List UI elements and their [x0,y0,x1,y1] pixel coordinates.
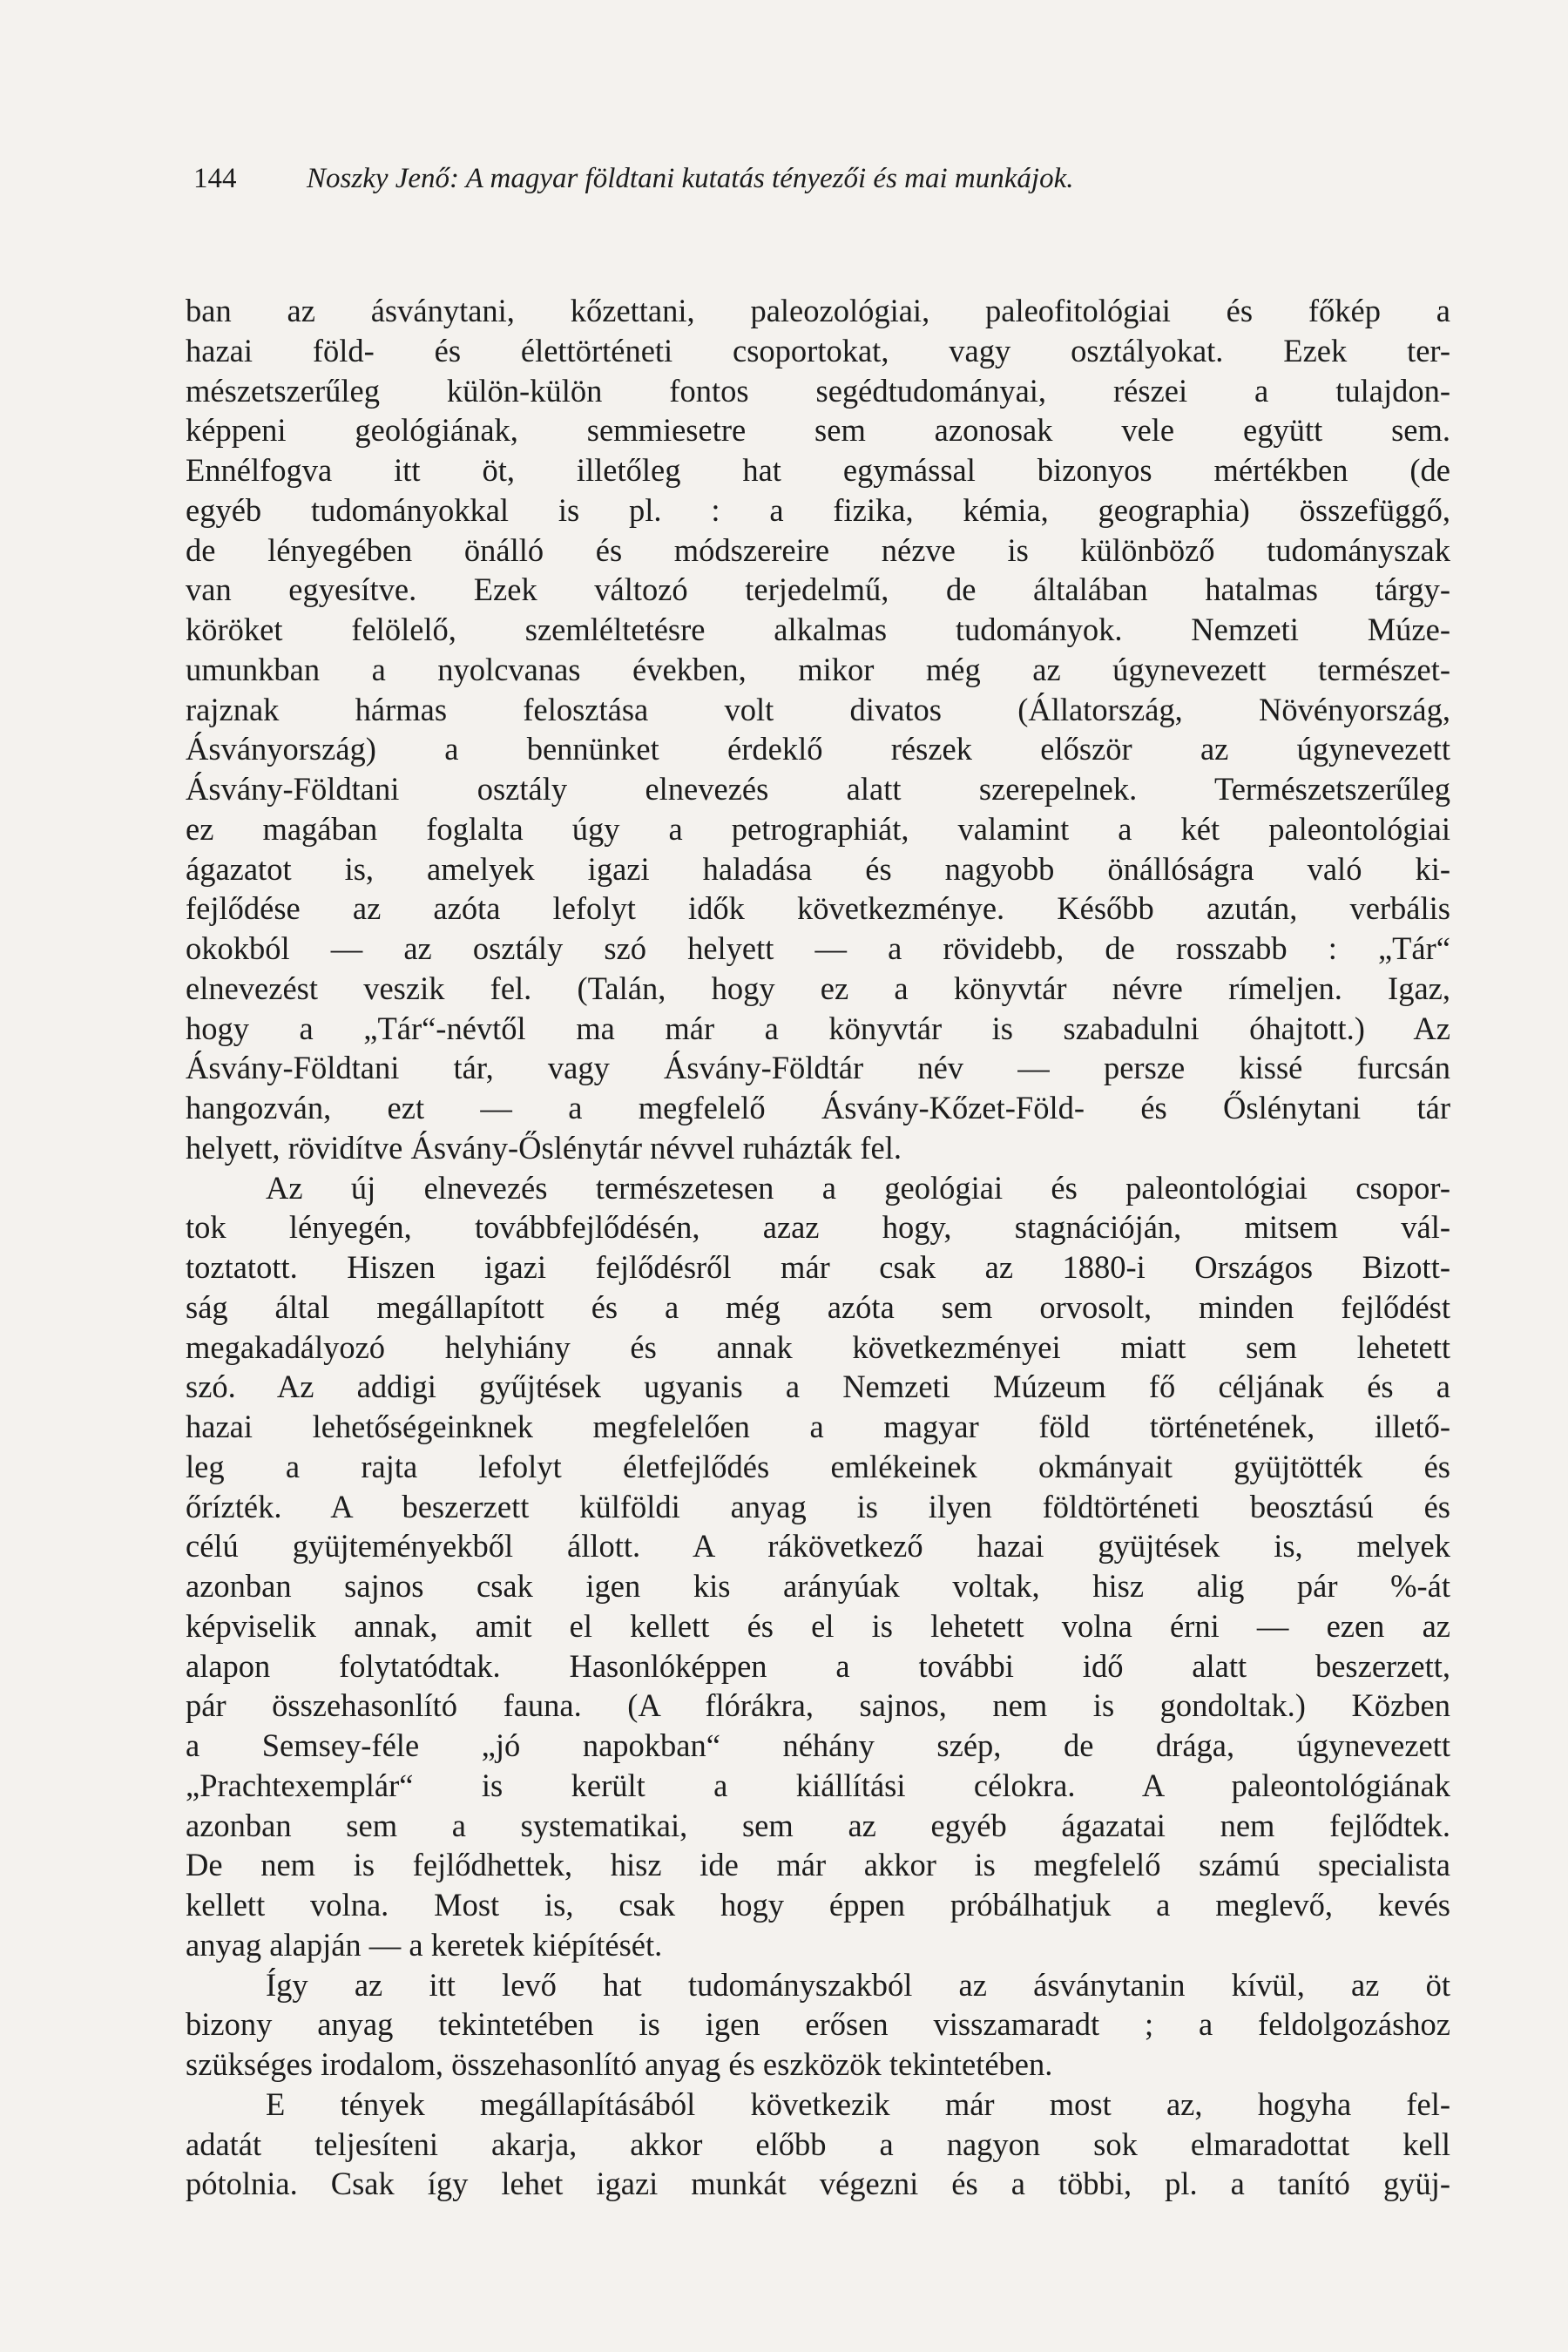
text-line: De nem is fejlődhettek, hisz ide már akkor is megfelelő számú specialista [186,1847,1450,1883]
text-line: képviselik annak, amit el kellett és el is lehetett volna érni — ezen az [186,1607,1450,1644]
text-line: hazai lehetőségeinknek megfelelően a magyar föld történetének, illető- [186,1409,1450,1444]
text-line: szó. Az addigi gyűjtések ugyanis a Nemzeti Múzeum fő céljának és a [186,1369,1450,1405]
text-line: rajznak hármas felosztása volt divatos (Állatország, Növényország, [186,691,1450,727]
text-line: egyéb tudományokkal is pl. : a fizika, kémia, geographia) összefüggő, [186,491,1450,528]
text-line: Az új elnevezés természetesen a geológiai és paleontológiai csopor- [266,1169,1450,1206]
text-line: elnevezést veszik fel. (Talán, hogy ez a könyvtár névre rímeljen. Igaz, [186,970,1450,1006]
text-line: fejlődése az azóta lefolyt idők következménye. Később azután, verbális [186,890,1450,927]
body-text [186,291,1450,2204]
text-line: célú gyüjteményekből állott. A rákövetkező hazai gyüjtések is, melyek [186,1528,1450,1565]
text-line: alapon folytatódtak. Hasonlóképpen a további idő alatt beszerzett, [186,1647,1450,1684]
text-line: „Prachtexemplár“ is került a kiállítási célokra. A paleontológiának [186,1767,1450,1803]
text-line: a Semsey-féle „jó napokban“ néhány szép, de drága, úgynevezett [186,1727,1450,1763]
text-line: umunkban a nyolcvanas években, mikor még az úgynevezett természet- [186,651,1450,687]
text-line: köröket felölelő, szemléltetésre alkalmas tudományok. Nemzeti Múze- [186,612,1450,647]
text-line: toztatott. Hiszen igazi fejlődésről már csak az 1880-i Országos Bizott- [186,1249,1450,1285]
text-line: ban az ásványtani, kőzettani, paleozológiai, paleofitológiai és főkép a [186,293,1450,328]
text-line: E tények megállapításából következik már most az, hogyha fel- [266,2085,1450,2122]
text-line: adatát teljesíteni akarja, akkor előbb a nagyon sok elmaradottat kell [186,2126,1450,2162]
text-line: hazai föld- és élettörténeti csoportokat, vagy osztályokat. Ezek ter- [186,332,1450,368]
text-line: kellett volna. Most is, csak hogy éppen próbálhatjuk a meglevő, kevés [186,1887,1450,1923]
text-line: pár összehasonlító fauna. (A flórákra, sajnos, nem is gondoltak.) Közben [186,1687,1450,1724]
text-line: ez magában foglalta úgy a petrographiát, valamint a két paleontológiai [186,810,1450,847]
text-line: hogy a „Tár“-névtől ma már a könyvtár is szabadulni óhajtott.) Az [186,1010,1450,1046]
text-line: képpeni geológiának, semmiesetre sem azonosak vele együtt sem. [186,412,1450,449]
text-line: őrízték. A beszerzett külföldi anyag is ilyen földtörténeti beosztású és [186,1488,1450,1524]
text-line: Így az itt levő hat tudományszakból az ásványtanin kívül, az öt [266,1966,1450,2003]
text-line: okokból — az osztály szó helyett — a rövidebb, de rosszabb : „Tár“ [186,930,1450,966]
text-line: azonban sajnos csak igen kis arányúak voltak, hisz alig pár %-át [186,1568,1450,1604]
running-title: Noszky Jenő: A magyar földtani kutatás tényezői és mai munkájok. [307,163,1074,194]
text-line: leg a rajta lefolyt életfejlődés emlékeinek okmányait gyüjtötték és [186,1448,1450,1484]
text-line: Ásvány-Földtani osztály elnevezés alatt szerepelnek. Természetszerűleg [186,771,1450,807]
text-line: Ásvány-Földtani tár, vagy Ásvány-Földtár név — persze kissé furcsán [186,1050,1450,1086]
page-header [193,157,1448,200]
text-line: ágazatot is, amelyek igazi haladása és nagyobb önállóságra való ki- [186,850,1450,887]
text-line: van egyesítve. Ezek változó terjedelmű, de általában hatalmas tárgy- [186,571,1450,608]
text-line: azonban sem a systematikai, sem az egyéb ágazatai nem fejlődtek. [186,1807,1450,1843]
text-line: Ennélfogva itt öt, illetőleg hat egymással bizonyos mértékben (de [186,452,1450,488]
text-line: helyett, rövidítve Ásvány-Őslénytár névvel ruházták fel. [186,1129,902,1166]
text-line: ság által megállapított és a még azóta sem orvosolt, minden fejlődést [186,1288,1450,1325]
text-line: Ásványország) a bennünket érdeklő részek először az úgynevezett [186,731,1450,767]
page-number: 144 [193,163,237,194]
text-line: bizony anyag tekintetében is igen erősen visszamaradt ; a feldolgozáshoz [186,2006,1450,2043]
text-line: szükséges irodalom, összehasonlító anyag és eszközök tekintetében. [186,2046,1053,2082]
text-line: de lényegében önálló és módszereire nézve is különböző tudományszak [186,531,1450,568]
text-line: anyag alapján — a keretek kiépítését. [186,1926,663,1963]
text-line: pótolnia. Csak így lehet igazi munkát végezni és a többi, pl. a tanító gyüj- [186,2166,1450,2202]
text-line: hangozván, ezt — a megfelelő Ásvány-Kőzet-Föld- és Őslénytani tár [186,1090,1450,1125]
text-line: megakadályozó helyhiány és annak következményei miatt sem lehetett [186,1328,1450,1365]
text-line: mészetszerűleg külön-külön fontos segédtudományai, részei a tulajdon- [186,372,1450,409]
text-line: tok lényegén, továbbfejlődésén, azaz hogy, stagnációján, mitsem vál- [186,1209,1450,1246]
